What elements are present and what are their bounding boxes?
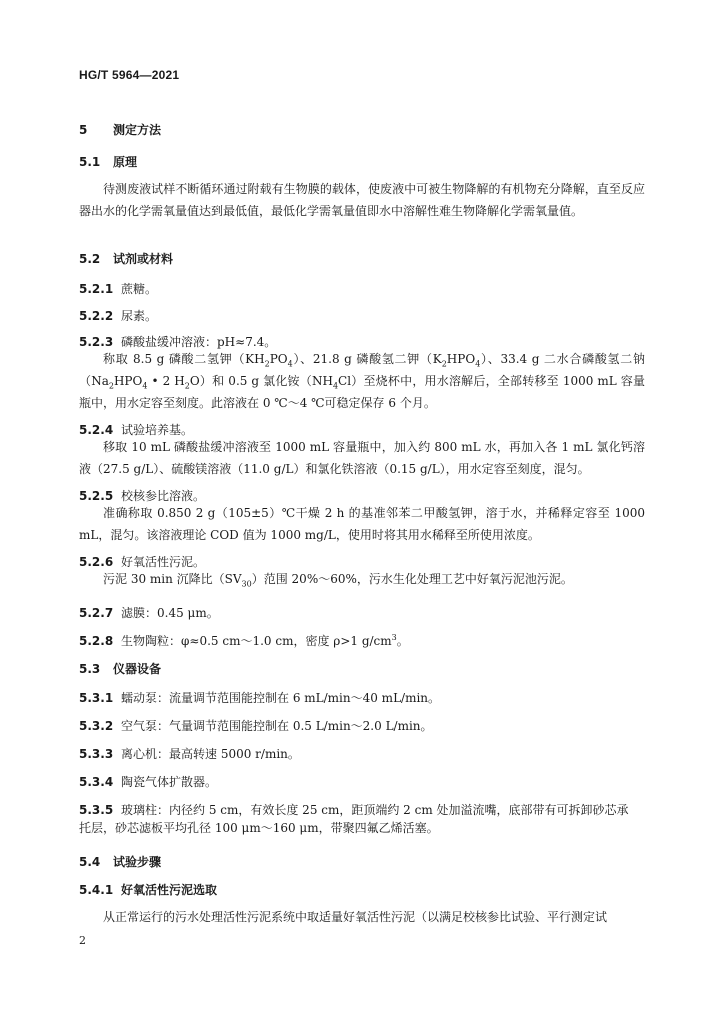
section-number: 5.1 — [79, 155, 101, 169]
clause-number: 5.2.1 — [79, 282, 114, 296]
superscript: 3 — [391, 633, 397, 642]
clause-number: 5.3.2 — [79, 719, 114, 733]
section-title: 试验步骤 — [113, 855, 162, 869]
principle-paragraph: 待测废液试样不断循环通过附载有生物膜的载体，使废液中可被生物降解的有机物充分降解，直至反应器出水的化学需氧量值达到最低值，最低化学需氧量值即水中溶解性难生物降解化学需氧量值。 — [79, 182, 645, 218]
culture-medium-paragraph: 移取 10 mL 磷酸盐缓冲溶液至 1000 mL 容量瓶中，加入约 800 mL 水，再加入各 1 mL 氯化钙溶液（27.5 g/L）、硫酸镁溶液（11.0 g/L）和氯化铁溶液（0.15 g/L），用水定容至刻度，混匀。 — [79, 440, 645, 476]
subscript: 2 — [441, 359, 447, 369]
clause-number: 5.3.3 — [79, 747, 114, 761]
text-run: 称取 8.5 g 磷酸二氢钾（KH — [103, 352, 265, 366]
clause-number: 5.2.3 — [79, 335, 114, 349]
clause-text: 磷酸盐缓冲溶液：pH≈7.4。 — [121, 335, 277, 349]
subscript: 2 — [264, 359, 270, 369]
subscript: 4 — [142, 381, 148, 391]
clause-text: 。 — [396, 634, 409, 648]
clause-5-2-1 — [79, 280, 157, 297]
clause-number: 5.3.4 — [79, 775, 114, 789]
subscript: 4 — [475, 359, 481, 369]
text-run: HPO — [446, 352, 476, 366]
clause-5-3-2 — [79, 717, 433, 734]
subscript: 4 — [332, 381, 339, 391]
text-run: 污泥 30 min 沉降比（SV — [103, 572, 242, 586]
clause-number: 5.2.4 — [79, 423, 114, 437]
clause-text: 空气泵：气量调节范围能控制在 0.5 L/min～2.0 L/min。 — [121, 719, 433, 733]
section-5-1-heading — [79, 153, 137, 170]
clause-text: 尿素。 — [121, 309, 158, 323]
phosphate-buffer-paragraph — [79, 348, 645, 414]
clause-number: 5.2.7 — [79, 606, 114, 620]
section-number: 5.3 — [79, 662, 101, 676]
section-5-heading — [79, 121, 161, 138]
clause-5-3-3 — [79, 745, 300, 762]
text-run: Cl）至烧杯中，用水溶解后，全部转移至 1000 mL 容量瓶中，用水定容至刻度。此溶液在 0 ℃～4 ℃可稳定保存 6 个月。 — [79, 374, 646, 410]
clause-number: 5.2.2 — [79, 309, 114, 323]
clause-number: 5.3.5 — [79, 803, 114, 817]
clause-5-3-5 — [79, 801, 629, 818]
text-run: PO — [269, 352, 288, 366]
section-number: 5.4.1 — [79, 883, 114, 897]
page-number: 2 — [79, 934, 86, 947]
standard-code-header: HG/T 5964—2021 — [79, 68, 180, 82]
glass-column-continuation: 托层，砂芯滤板平均孔径 100 μm～160 μm，带聚四氟乙烯活塞。 — [79, 821, 439, 835]
text-run: ）范围 20%～60%，污水生化处理工艺中好氧污泥池污泥。 — [251, 572, 573, 586]
clause-number: 5.2.8 — [79, 634, 114, 648]
clause-number: 5.3.1 — [79, 691, 114, 705]
text-run: O）和 0.5 g 氯化铵（NH — [189, 374, 333, 388]
clause-text: 试验培养基。 — [121, 423, 194, 437]
clause-text: 校核参比溶液。 — [121, 489, 206, 503]
clause-text: 滤膜：0.45 μm。 — [121, 606, 219, 620]
clause-text: 陶瓷气体扩散器。 — [121, 775, 218, 789]
section-title: 好氧活性污泥选取 — [121, 883, 218, 897]
subscript: 2 — [108, 381, 114, 391]
clause-text: 生物陶粒：φ≈0.5 cm～1.0 cm，密度 ρ>1 g/cm — [121, 634, 392, 648]
clause-5-2-8 — [79, 632, 409, 649]
clause-text: 蔗糖。 — [121, 282, 158, 296]
section-title: 原理 — [113, 155, 138, 169]
section-title: 仪器设备 — [113, 662, 162, 676]
section-title: 测定方法 — [113, 123, 162, 137]
text-run: ）、21.8 g 磷酸氢二钾（K — [292, 352, 442, 366]
section-5-4-heading — [79, 853, 161, 870]
subscript: 4 — [287, 359, 293, 369]
clause-text: 玻璃柱：内径约 5 cm，有效长度 25 cm，距顶端约 2 cm 处加溢流嘴，底部带有可拆卸砂芯承 — [121, 803, 629, 817]
text-run: HPO — [113, 374, 143, 388]
activated-sludge-paragraph — [79, 568, 645, 590]
section-5-2-heading — [79, 250, 173, 267]
clause-text: 蠕动泵：流量调节范围能控制在 6 mL/min～40 mL/min。 — [121, 691, 441, 705]
sludge-selection-paragraph: 从正常运行的污水处理活性污泥系统中取适量好氧活性污泥（以满足校核参比试验、平行测定试 — [103, 910, 608, 924]
section-title: 试剂或材料 — [113, 252, 174, 266]
clause-text: 离心机：最高转速 5000 r/min。 — [121, 747, 300, 761]
text-run: ）、33.4 g 二水合磷酸氢二钠（Na — [79, 352, 646, 388]
clause-5-2-2 — [79, 307, 157, 324]
section-5-3-heading — [79, 660, 161, 677]
clause-number: 5.2.6 — [79, 555, 114, 569]
subscript: 2 — [184, 381, 190, 391]
section-number: 5.2 — [79, 252, 101, 266]
section-number: 5 — [79, 123, 88, 137]
clause-5-3-1 — [79, 689, 440, 706]
clause-5-3-4 — [79, 773, 217, 790]
section-5-4-1-heading — [79, 881, 217, 898]
section-number: 5.4 — [79, 855, 101, 869]
clause-number: 5.2.5 — [79, 489, 114, 503]
clause-text: 好氧活性污泥。 — [121, 555, 206, 569]
reference-solution-paragraph: 准确称取 0.850 2 g（105±5）℃干燥 2 h 的基准邻苯二甲酸氢钾，溶于水，并稀释定容至 1000 mL，混匀。该溶液理论 COD 值为 1000 mg/L，使用时将其用水稀释至所使用浓度。 — [79, 506, 645, 542]
subscript: 30 — [241, 579, 252, 589]
clause-5-2-7 — [79, 604, 219, 621]
text-run: • 2 H — [147, 374, 185, 388]
